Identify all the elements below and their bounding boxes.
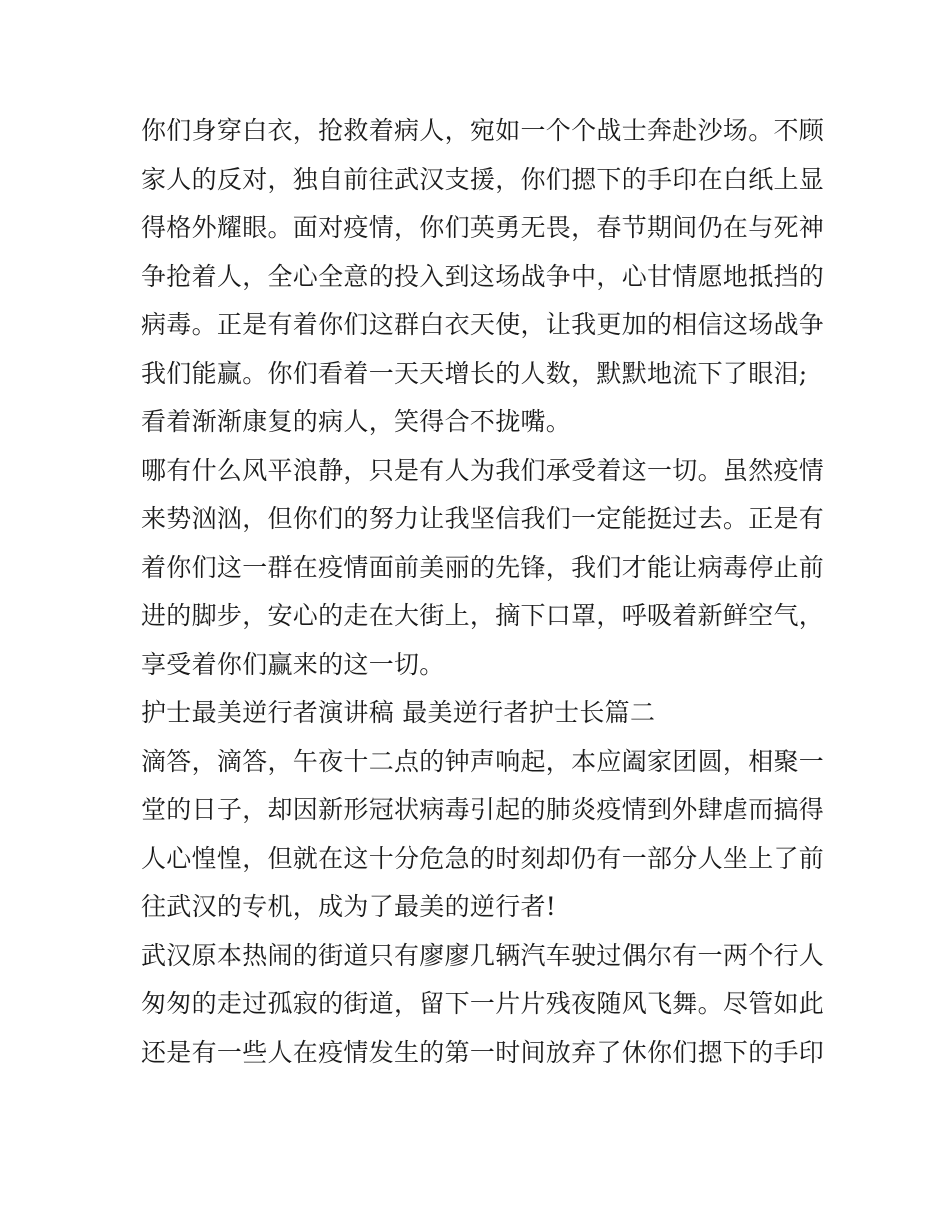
text-line: 着你们这一群在疫情面前美丽的先锋，我们才能让病毒停止前: [141, 552, 825, 582]
text-line: 来势汹汹，但你们的努力让我坚信我们一定能挺过去。正是有: [141, 504, 825, 533]
text-line: 得格外耀眼。面对疫情，你们英勇无畏，春节期间仍在与死神: [141, 213, 825, 242]
text-line: 进的脚步，安心的走在大街上，摘下口罩，呼吸着新鲜空气，: [141, 601, 825, 630]
text-line: 人心惶惶，但就在这十分危急的时刻却仍有一部分人坐上了前: [141, 843, 825, 873]
text-line: 哪有什么风平浪静，只是有人为我们承受着这一切。虽然疫情: [141, 455, 825, 485]
text-line: 匆匆的走过孤寂的街道，留下一片片残夜随风飞舞。尽管如此: [141, 989, 825, 1018]
text-line: 武汉原本热闹的街道只有廖廖几辆汽车驶过偶尔有一两个行人: [141, 940, 825, 970]
document-body: [141, 107, 825, 1077]
text-line: 享受着你们赢来的这一切。: [141, 649, 445, 679]
text-line: 堂的日子，却因新形冠状病毒引起的肺炎疫情到外肆虐而搞得: [141, 795, 825, 824]
text-line: 病毒。正是有着你们这群白衣天使，让我更加的相信这场战争: [141, 310, 825, 339]
section-heading: 护士最美逆行者演讲稿 最美逆行者护士长篇二: [141, 698, 656, 727]
text-line: 还是有一些人在疫情发生的第一时间放弃了休你们摁下的手印: [141, 1037, 825, 1067]
text-line: 家人的反对，独自前往武汉支援，你们摁下的手印在白纸上显: [141, 164, 825, 194]
text-line: 看着渐渐康复的病人，笑得合不拢嘴。: [141, 407, 572, 436]
text-line: 你们身穿白衣，抢救着病人，宛如一个个战士奔赴沙场。不顾: [141, 116, 825, 145]
text-line: 争抢着人，全心全意的投入到这场战争中，心甘情愿地抵挡的: [141, 261, 825, 291]
text-line: 滴答，滴答，午夜十二点的钟声响起，本应阖家团圆，相聚一: [141, 746, 825, 776]
text-line: 往武汉的专机，成为了最美的逆行者!: [141, 892, 557, 921]
text-line: 我们能赢。你们看着一天天增长的人数，默默地流下了眼泪;: [141, 358, 808, 388]
